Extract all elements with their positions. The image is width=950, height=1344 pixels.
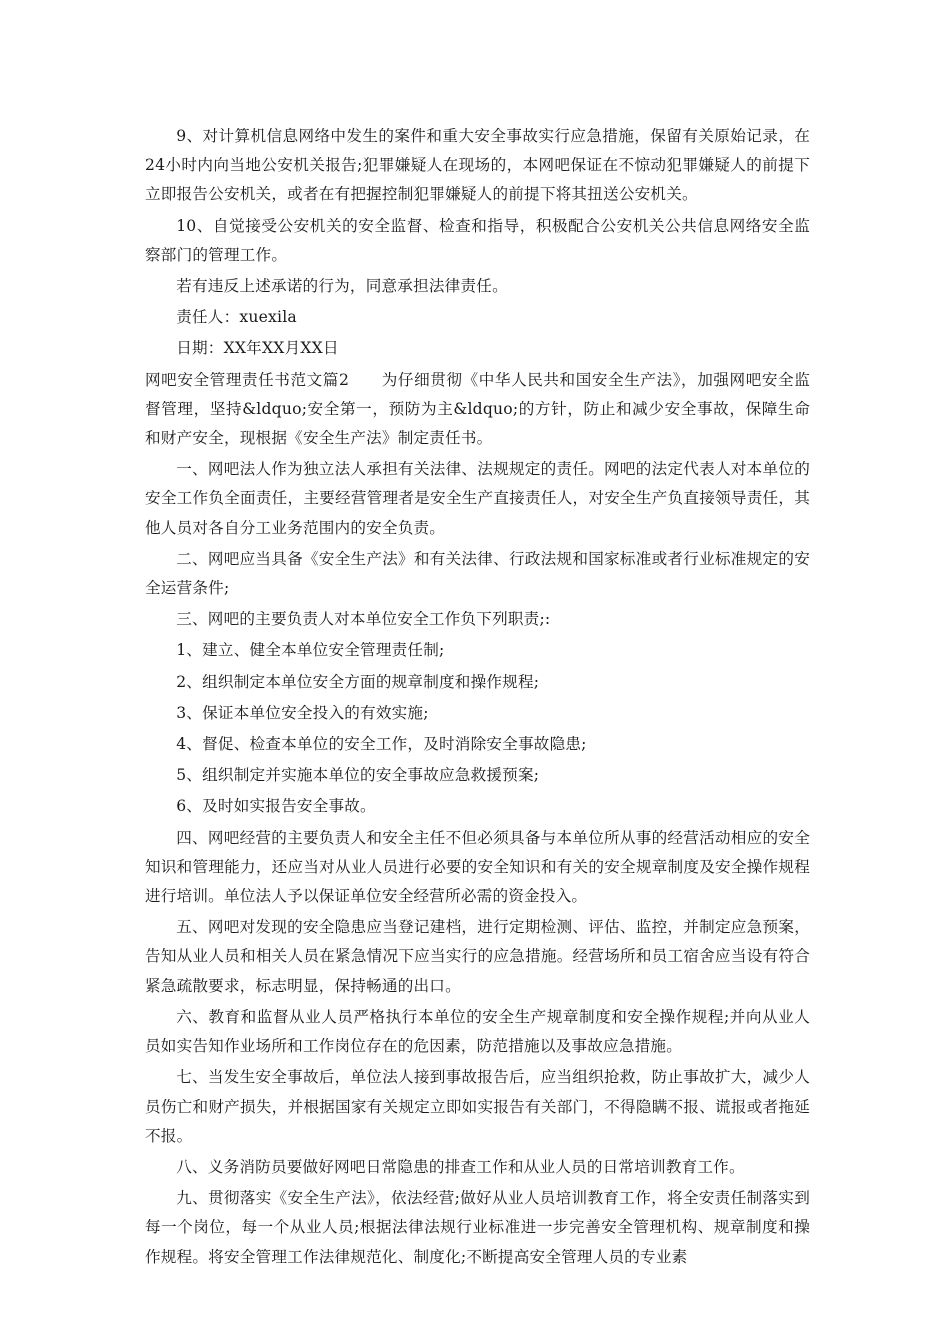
date-line: 日期：XX年XX月XX日 bbox=[176, 339, 339, 358]
clause-9: 九、贯彻落实《安全生产法》，依法经营;做好从业人员培训教育工作，将全安责任制落实到每一个岗位，每一个从业人员;根据法律法规行业标准进一步完善安全管理机构、规章制度和操作规程。将安全管理工作法律规范化、制度化;不断提高安全管理人员的专业素 bbox=[145, 1189, 810, 1266]
duty-item-2: 2、组织制定本单位安全方面的规章制度和操作规程; bbox=[176, 672, 540, 691]
clause-4: 四、网吧经营的主要负责人和安全主任不但必须具备与本单位所从事的经营活动相应的安全知识和管理能力，还应当对从业人员进行必要的安全知识和有关的安全规章制度及安全操作规程进行培训。单位法人予以保证单位安全经营所必需的资金投入。 bbox=[145, 828, 810, 906]
clause-1: 一、网吧法人作为独立法人承担有关法律、法规规定的责任。网吧的法定代表人对本单位的安全工作负全面责任，主要经营管理者是安全生产直接责任人，对安全生产负直接领导责任，其他人员对各自分工业务范围内的安全负责。 bbox=[145, 460, 810, 537]
duty-item-4: 4、督促、检查本单位的安全工作，及时消除安全事故隐患; bbox=[176, 735, 587, 754]
responsible-person: 责任人：xuexila bbox=[176, 308, 297, 327]
document-page bbox=[145, 122, 810, 1274]
duty-item-3: 3、保证本单位安全投入的有效实施; bbox=[176, 703, 429, 722]
clause-8: 八、义务消防员要做好网吧日常隐患的排查工作和从业人员的日常培训教育工作。 bbox=[176, 1157, 745, 1176]
duty-item-5: 5、组织制定并实施本单位的安全事故应急救援预案; bbox=[176, 766, 540, 785]
clause-2: 二、网吧应当具备《安全生产法》和有关法律、行政法规和国家标准或者行业标准规定的安全运营条件; bbox=[145, 549, 810, 598]
section-heading-2: 网吧安全管理责任书范文篇2 为仔细贯彻《中华人民共和国安全生产法》，加强网吧安全监督管理，坚持&ldquo;安全第一，预防为主&ldquo;的方针，防止和减少安全事故，保障生命和财产安全，现根据《安全生产法》制定责任书。 bbox=[145, 370, 810, 448]
clause-7: 七、当发生安全事故后，单位法人接到事故报告后，应当组织抢救，防止事故扩大，减少人员伤亡和财产损失，并根据国家有关规定立即如实报告有关部门，不得隐瞒不报、谎报或者拖延不报。 bbox=[145, 1068, 810, 1145]
clause-6: 六、教育和监督从业人员严格执行本单位的安全生产规章制度和安全操作规程;并向从业人员如实告知作业场所和工作岗位存在的危因素，防范措施以及事故应急措施。 bbox=[145, 1007, 810, 1056]
commitment-statement: 若有违反上述承诺的行为，同意承担法律责任。 bbox=[176, 277, 508, 296]
duty-item-1: 1、建立、健全本单位安全管理责任制; bbox=[176, 641, 445, 660]
duty-item-6: 6、及时如实报告安全事故。 bbox=[176, 797, 376, 816]
clause-5: 五、网吧对发现的安全隐患应当登记建档，进行定期检测、评估、监控，并制定应急预案，告知从业人员和相关人员在紧急情况下应当实行的应急措施。经营场所和员工宿舍应当设有符合紧急疏散要求，标志明显，保持畅通的出口。 bbox=[145, 918, 810, 995]
paragraph-item-9: 9、对计算机信息网络中发生的案件和重大安全事故实行应急措施，保留有关原始记录，在24小时内向当地公安机关报告;犯罪嫌疑人在现场的，本网吧保证在不惊动犯罪嫌疑人的前提下立即报告公安机关，或者在有把握控制犯罪嫌疑人的前提下将其扭送公安机关。 bbox=[145, 127, 810, 204]
paragraph-item-10: 10、自觉接受公安机关的安全监督、检查和指导，积极配合公安机关公共信息网络安全监察部门的管理工作。 bbox=[145, 216, 810, 264]
clause-3: 三、网吧的主要负责人对本单位安全工作负下列职责;: bbox=[176, 610, 551, 629]
